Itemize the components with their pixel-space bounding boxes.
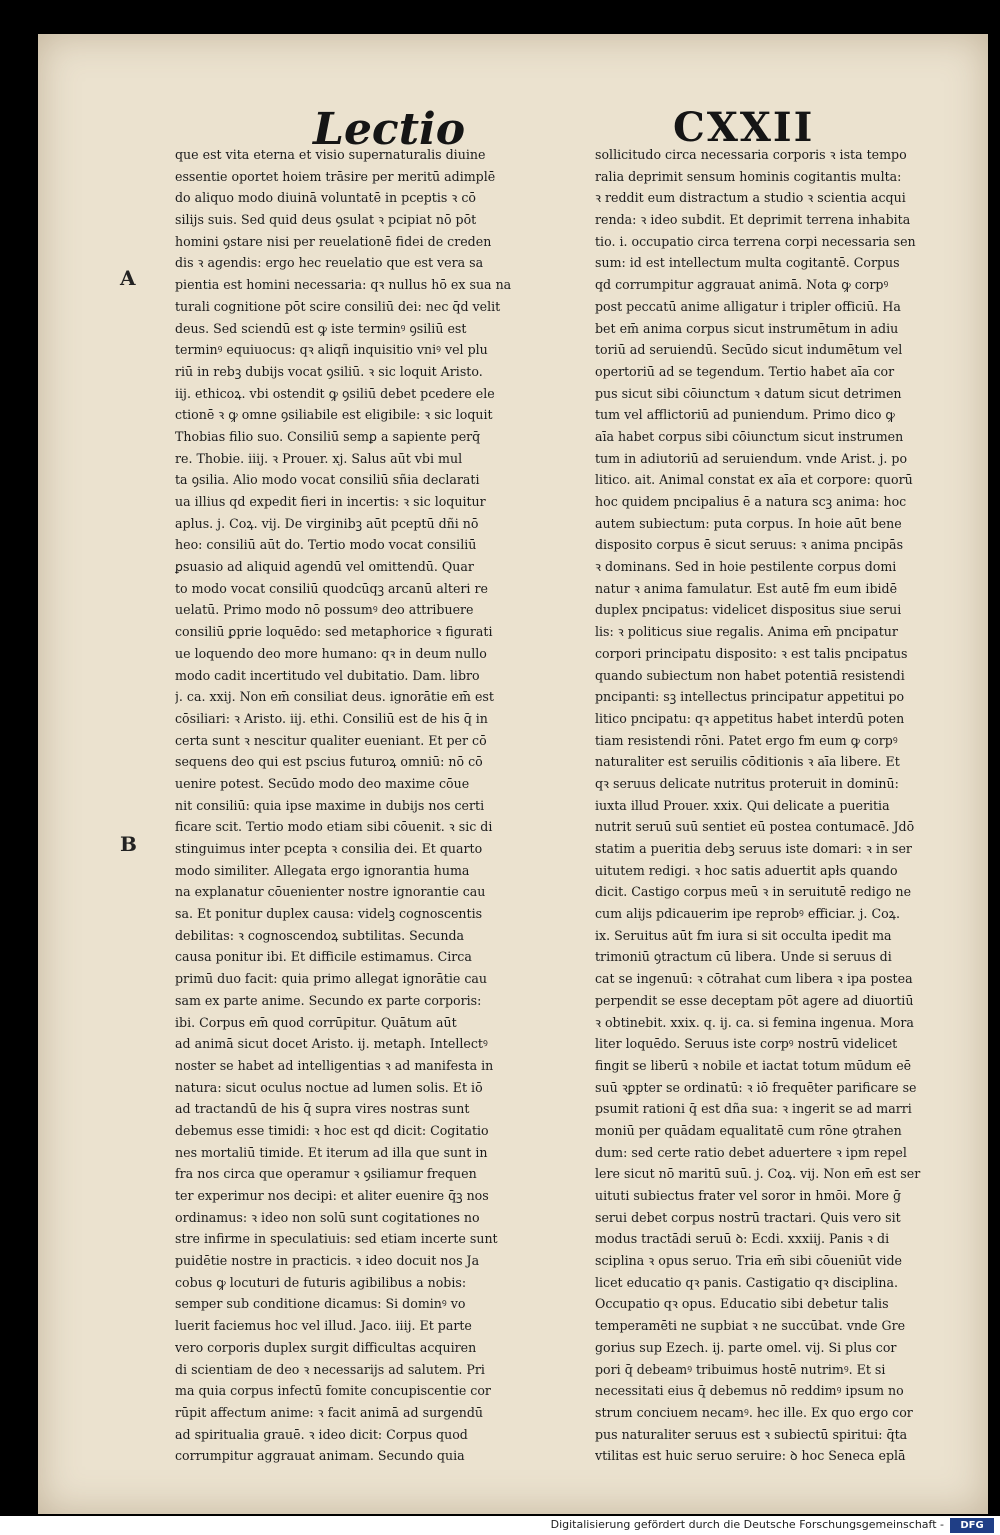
footer-bar [0, 1516, 1000, 1535]
text-line: fra nos circa que operamur ꝛ ꝯsiliamur frequen [175, 1166, 477, 1182]
text-line: quando subiectum non habet potentiā resistendi [595, 667, 905, 683]
text-line: tio. i. occupatio circa terrena corpi necessaria sen [595, 233, 916, 249]
text-line: cobus ꝙ locuturi de futuris agibilibus a nobis: [175, 1274, 467, 1290]
text-line: dicit. Castigo corpus meū ꝛ in seruitutē redigo ne [595, 884, 912, 900]
text-line: pori q̄ debeamꝰ tribuimus hostē nutrimꝰ. Et si [595, 1361, 886, 1377]
text-line: psumit rationi q̄ est dña sua: ꝛ ingerit se ad marri [595, 1101, 912, 1117]
text-line: essentie oportet hoiem trāsire per meritū adimplē [175, 168, 496, 184]
text-line: natur ꝛ anima famulatur. Est autē fm eum ibidē [595, 580, 898, 596]
text-line: ctionē ꝛ ꝙ omne ꝯsiliabile est eligibile: ꝛ sic loquit [175, 407, 493, 423]
text-line: Thobias filio suo. Consiliū semꝑ a sapiente perq̄ [175, 428, 481, 444]
text-line: debemus esse timidi: ꝛ hoc est qd dicit: Cogitatio [175, 1122, 489, 1138]
text-column-right [595, 144, 985, 1467]
text-line: lis: ꝛ politicus siue regalis. Anima em̄ pncipatur [595, 624, 898, 640]
text-line: ix. Seruitus aūt fm iura si sit occulta ipedit ma [595, 927, 892, 943]
text-line: nutrit seruū suū sentiet eū postea contumacē. Jdō [595, 819, 915, 835]
text-line: ordinamus: ꝛ ideo non solū sunt cogitationes no [175, 1209, 480, 1225]
text-line: silijs suis. Sed quid deus ꝯsulat ꝛ pcipiat nō pōt [175, 212, 477, 228]
text-column-left [175, 144, 560, 1467]
text-line: cat se ingenuū: ꝛ cōtrahat cum libera ꝛ ipa postea [595, 971, 913, 987]
text-line: post peccatū anime alligatur i tripler officiū. Ha [595, 298, 901, 314]
text-line: ꝛ dominans. Sed in hoie pestilente corpus domi [595, 559, 897, 575]
text-line: litico. ait. Animal constat ex aīa et corpore: quorū [595, 472, 913, 488]
text-line: renda: ꝛ ideo subdit. Et deprimit terrena inhabita [595, 212, 911, 228]
text-line: suū ꝛꝑpter se ordinatū: ꝛ iō frequēter parificare se [595, 1079, 917, 1095]
text-line: aplus. j. Coꝝ. vij. De virginibꝫ aūt pceptū dñi nō [175, 515, 479, 531]
text-line: stinguimus inter pcepta ꝛ consilia dei. Et quarto [175, 841, 483, 856]
text-line: iij. ethicoꝝ. vbi ostendit ꝙ ꝯsiliū debet pcedere ele [175, 385, 495, 401]
text-line: gorius sup Ezech. ij. parte omel. vij. Si plus cor [595, 1339, 897, 1355]
text-line: nes mortaliū timide. Et iterum ad illa que sunt in [175, 1144, 488, 1160]
text-line: aīa habet corpus sibi cōiunctum sicut instrumen [595, 428, 904, 444]
text-line: uenire potest. Secūdo modo deo maxime cōue [175, 775, 470, 791]
text-line: statim a pueritia debꝫ seruus iste domari: ꝛ in ser [595, 841, 912, 856]
text-line: primū duo facit: quia primo allegat ignorātie cau [175, 971, 488, 987]
text-line: ꝛ reddit eum distractum a studio ꝛ scientia acqui [595, 190, 906, 206]
text-line: cōsiliari: ꝛ Aristo. iij. ethi. Consiliū est de his q̄ in [175, 710, 488, 726]
text-line: ficare scit. Tertio modo etiam sibi cōuenit. ꝛ sic di [175, 819, 493, 835]
text-line: luerit faciemus hoc vel illud. Jaco. iiij. Et parte [175, 1318, 472, 1334]
text-line: ralia deprimit sensum hominis cogitantis multa: [595, 168, 902, 184]
funding-credit: Digitalisierung gefördert durch die Deutsche Forschungsgemeinschaft - [550, 1518, 944, 1531]
text-line: nit consiliū: quia ipse maxime in dubijs nos certi [175, 797, 485, 813]
text-line: debilitas: ꝛ cognoscendoꝝ subtilitas. Secunda [175, 927, 465, 943]
text-line: pus sicut sibi cōiunctum ꝛ datum sicut detrimen [595, 385, 902, 401]
text-line: ad animā sicut docet Aristo. ij. metaph. Intellectꝰ [175, 1036, 488, 1052]
text-line: di scientiam de deo ꝛ necessarijs ad salutem. Pri [175, 1361, 485, 1377]
text-line: corrumpitur aggrauat animam. Secundo quia [175, 1448, 465, 1464]
text-line: semper sub conditione dicamus: Si dominꝰ vo [175, 1296, 466, 1312]
text-line: tum in adiutoriū ad seruiendum. vnde Arist. j. po [595, 450, 908, 466]
text-line: sa. Et ponitur duplex causa: videlꝫ cognoscentis [175, 906, 483, 922]
text-line: qꝛ seruus delicate nutritus proteruit in dominū: [595, 775, 899, 791]
text-line: ma quia corpus infectū fomite concupiscentie cor [175, 1383, 491, 1399]
text-line: noster se habet ad intelligentias ꝛ ad manifesta in [175, 1057, 494, 1073]
text-line: autem subiectum: puta corpus. In hoie aūt bene [595, 515, 902, 531]
text-line: natura: sicut oculus noctue ad lumen solis. Et iō [175, 1079, 483, 1095]
text-line: tiam resistendi rōni. Patet ergo fm eum ꝙ corpꝰ [595, 732, 898, 748]
text-line: certa sunt ꝛ nescitur qualiter eueniant. Et per cō [175, 732, 487, 748]
text-line: trimoniū ꝯtractum cū libera. Unde si seruus di [595, 949, 892, 965]
text-line: temperamēti ne supbiat ꝛ ne succūbat. vnde Gre [595, 1318, 906, 1334]
text-line: sequens deo qui est pscius futuroꝝ omniū: nō cō [175, 754, 483, 770]
text-line: opertoriū ad se tegendum. Tertio habet aīa cor [595, 363, 895, 379]
text-line: ad tractandū de his q̄ supra vires nostras sunt [175, 1101, 470, 1117]
book-page [38, 34, 988, 1514]
text-line: bet em̄ anima corpus sicut instrumētum in adiu [595, 320, 899, 336]
text-line: cum alijs pdicauerim ipe reprobꝰ efficiar. j. Coꝝ. [595, 906, 900, 922]
text-line: ter experimur nos decipi: et aliter euenire q̄ꝫ nos [175, 1188, 489, 1203]
text-line: j. ca. xxij. Non em̄ consiliat deus. ignorātie em̄ est [175, 689, 494, 705]
text-line: naturaliter est seruilis cōditionis ꝛ aīa libere. Et [595, 754, 900, 770]
folio-number: CXXII [673, 104, 815, 151]
text-line: pientia est homini necessaria: qꝛ nullus hō ex sua na [175, 277, 512, 293]
text-line: perpendit se esse deceptam pōt agere ad diuortiū [595, 992, 914, 1008]
text-line: sciplina ꝛ opus seruo. Tria em̄ sibi cōueniūt vide [595, 1253, 903, 1269]
text-line: ua illius qd expedit fieri in incertis: ꝛ sic loquitur [175, 494, 486, 509]
text-line: lere sicut nō maritū suū. j. Coꝝ. vij. Non em̄ est ser [595, 1166, 921, 1182]
text-line: tum vel afflictoriū ad puniendum. Primo dico ꝙ [595, 407, 895, 423]
text-line: rūpit affectum anime: ꝛ facit animā ad surgendū [175, 1404, 484, 1420]
text-line: modus tractādi seruū ꝺ: Ecdi. xxxiij. Panis ꝛ di [595, 1231, 890, 1247]
text-line: uituti subiectus frater vel soror in hmōi. More ḡ [595, 1188, 902, 1203]
text-line: ta ꝯsilia. Alio modo vocat consiliū sñia declarati [175, 472, 480, 488]
dfg-logo: DFG [950, 1518, 994, 1533]
text-line: heo: consiliū aūt do. Tertio modo vocat consiliū [175, 537, 477, 553]
text-line: do aliquo modo diuinā voluntatē in pceptis ꝛ cō [175, 190, 476, 206]
text-line: causa ponitur ibi. Et difficile estimamus. Circa [175, 949, 472, 965]
text-line: vero corporis duplex surgit difficultas acquiren [175, 1339, 477, 1355]
text-line: turali cognitione pōt scire consiliū dei: nec q̄d velit [175, 298, 501, 314]
text-line: uelatū. Primo modo nō possumꝰ deo attribuere [175, 602, 474, 618]
text-line: homini ꝯstare nisi per reuelationē fidei de creden [175, 233, 492, 249]
text-line: disposito corpus ē sicut seruus: ꝛ anima pncipās [595, 537, 904, 553]
text-line: toriū ad seruiendū. Secūdo sicut indumētum vel [595, 342, 903, 358]
text-line: corpori principatu disposito: ꝛ est talis pncipatus [595, 645, 908, 661]
text-line: duplex pncipatus: videlicet dispositus siue serui [595, 602, 902, 618]
margin-marker-b: B [120, 832, 137, 856]
text-line: dis ꝛ agendis: ergo hec reuelatio que est vera sa [175, 255, 484, 271]
text-line: pus naturaliter seruus est ꝛ subiectū spiritui: q̄ta [595, 1426, 908, 1442]
text-line: ꝑsuasio ad aliquid agendū vel omittendū. Quar [175, 559, 474, 575]
text-line: consiliū ꝑprie loquēdo: sed metaphorice ꝛ figurati [175, 624, 493, 640]
text-line: re. Thobie. iiij. ꝛ Prouer. xj. Salus aūt vbi mul [175, 450, 463, 466]
text-line: ꝛ obtinebit. xxix. q. ij. ca. si femina ingenua. Mora [595, 1014, 914, 1030]
text-line: modo cadit incertitudo vel dubitatio. Dam. libro [175, 667, 480, 683]
text-line: iuxta illud Prouer. xxix. Qui delicate a pueritia [595, 797, 890, 813]
text-line: ibi. Corpus em̄ quod corrūpitur. Quātum aūt [175, 1014, 457, 1030]
text-line: que est vita eterna et visio supernaturalis diuine [175, 147, 486, 162]
text-line: Occupatio qꝛ opus. Educatio sibi debetur talis [595, 1296, 889, 1312]
text-line: stre infirme in speculatiuis: sed etiam incerte sunt [175, 1231, 498, 1247]
text-line: terminꝰ equiuocus: qꝛ aliqñ inquisitio vniꝰ vel plu [175, 342, 488, 358]
text-line: ad spiritualia grauē. ꝛ ideo dicit: Corpus quod [175, 1426, 468, 1442]
text-line: hoc quidem pncipalius ē a natura scꝫ anima: hoc [595, 494, 907, 509]
text-line: vtilitas est huic seruo seruire: ꝺ hoc Seneca eplā [595, 1448, 906, 1464]
text-line: litico pncipatu: qꝛ appetitus habet interdū poten [595, 710, 905, 726]
text-line: riū in rebꝫ dubijs vocat ꝯsiliū. ꝛ sic loquit Aristo. [175, 363, 483, 379]
text-line: pncipanti: sꝫ intellectus principatur appetitui po [595, 689, 905, 705]
text-line: strum conciuem necamꝰ. hec ille. Ex quo ergo cor [595, 1404, 913, 1420]
text-line: dum: sed certe ratio debet aduertere ꝛ ipm repel [595, 1144, 907, 1160]
text-line: fingit se liberū ꝛ nobile et iactat totum mūdum eē [595, 1057, 912, 1073]
text-line: sollicitudo circa necessaria corporis ꝛ ista tempo [595, 147, 907, 162]
text-line: liter loquēdo. Seruus iste corpꝰ nostrū videlicet [595, 1036, 898, 1052]
text-line: sum: id est intellectum multa cogitantē. Corpus [595, 255, 900, 271]
text-line: sam ex parte anime. Secundo ex parte corporis: [175, 992, 482, 1008]
text-line: deus. Sed sciendū est ꝙ iste terminꝰ ꝯsiliū est [175, 320, 467, 336]
text-line: qd corrumpitur aggrauat animā. Nota ꝙ corpꝰ [595, 277, 889, 293]
text-line: ue loquendo deo more humano: qꝛ in deum nullo [175, 645, 487, 661]
text-line: moniū per quādam equalitatē cum rōne ꝯtrahen [595, 1122, 902, 1138]
text-line: na explanatur cōuenienter nostre ignorantie cau [175, 884, 486, 900]
running-head-left: Lectio [313, 104, 466, 155]
text-line: to modo vocat consiliū quodcūqꝫ arcanū alteri re [175, 580, 488, 596]
text-line: uitutem redigi. ꝛ hoc satis aduertit apłs quando [595, 862, 898, 878]
text-line: modo similiter. Allegata ergo ignorantia huma [175, 862, 470, 878]
text-line: licet educatio qꝛ panis. Castigatio qꝛ disciplina. [595, 1274, 899, 1290]
text-line: serui debet corpus nostrū tractari. Quis vero sit [595, 1209, 901, 1225]
margin-marker-a: A [120, 266, 136, 290]
text-line: necessitati eius q̄ debemus nō reddimꝰ ipsum no [595, 1383, 904, 1399]
text-line: puidētie nostre in practicis. ꝛ ideo docuit nos Ja [175, 1253, 480, 1269]
